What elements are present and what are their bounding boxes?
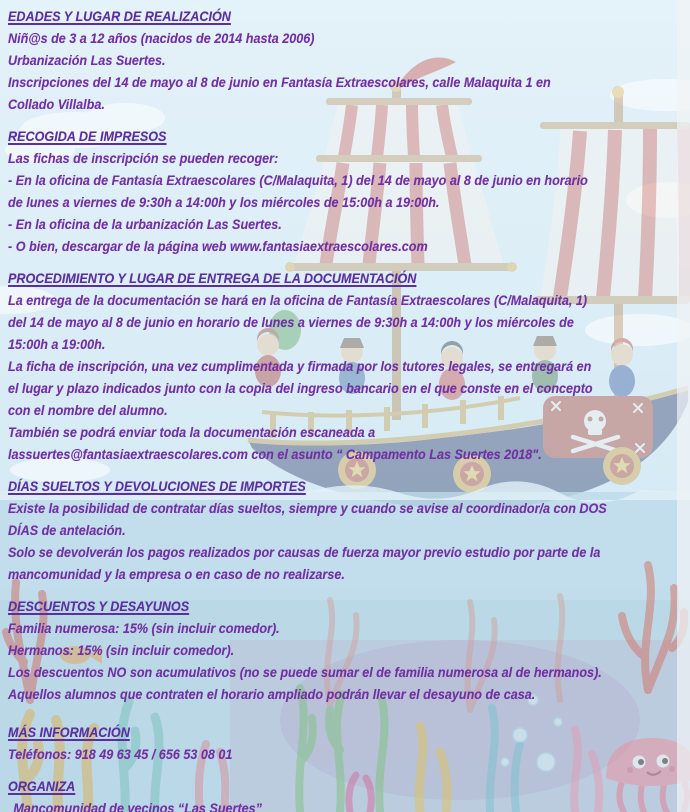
section-edades xyxy=(8,5,690,115)
section-heading-procedimiento: PROCEDIMIENTO Y LUGAR DE ENTREGA DE LA DOCUMENTACIÓN xyxy=(8,270,417,286)
section-heading-organiza: ORGANIZA xyxy=(8,778,76,794)
phone-numbers: Teléfonos: 918 49 63 45 / 656 53 08 01 xyxy=(8,746,233,762)
text-line: - En la oficina de la urbanización Las Suertes. xyxy=(8,216,282,232)
text-line: 15:00h a 19:00h. xyxy=(8,336,106,352)
text-line: el lugar y plazo indicados junto con la copia del ingreso bancario en el que conste en el concepto xyxy=(8,380,593,396)
section-heading-mas-informacion: MÁS INFORMACIÓN xyxy=(8,724,130,740)
text-line: DÍAS de antelación. xyxy=(8,522,126,538)
text-line: La entrega de la documentación se hará en la oficina de Fantasía Extraescolares (C/Malaquita, 1) xyxy=(8,292,588,308)
organizer-name: Mancomunidad de vecinos “Las Suertes” xyxy=(13,800,262,812)
section-heading-recogida: RECOGIDA DE IMPRESOS xyxy=(8,128,167,144)
section-mas-informacion xyxy=(8,721,690,765)
text-line: Solo se devolverán los pagos realizados por causas de fuerza mayor previo estudio por parte de la xyxy=(8,544,601,560)
text-line: lassuertes@fantasiaextraescolares.com con el asunto “ Campamento Las Suertes 2018". xyxy=(8,446,542,462)
text-line: Urbanización Las Suertes. xyxy=(8,52,166,68)
section-heading-descuentos: DESCUENTOS Y DESAYUNOS xyxy=(8,598,190,614)
section-heading-edades: EDADES Y LUGAR DE REALIZACIÓN xyxy=(8,8,231,24)
text-line: Las fichas de inscripción se pueden recoger: xyxy=(8,150,279,166)
text-line: con el nombre del alumno. xyxy=(8,402,168,418)
text-line: La ficha de inscripción, una vez cumplimentada y firmada por los tutores legales, se entregará en xyxy=(8,358,592,374)
text-line: Los descuentos NO son acumulativos (no se puede sumar el de familia numerosa al de hermanos). xyxy=(8,664,602,680)
text-line: También se podrá enviar toda la documentación escaneada a xyxy=(8,424,376,440)
text-line: Niñ@s de 3 a 12 años (nacidos de 2014 hasta 2006) xyxy=(8,30,315,46)
text-line: Collado Villalba. xyxy=(8,96,105,112)
section-dias-sueltos xyxy=(8,475,690,585)
section-heading-dias-sueltos: DÍAS SUELTOS Y DEVOLUCIONES DE IMPORTES xyxy=(8,478,306,494)
section-descuentos xyxy=(8,595,690,705)
text-line: del 14 de mayo al 8 de junio en horario de lunes a viernes de 9:30h a 14:00h y los miércoles de xyxy=(8,314,574,330)
section-procedimiento xyxy=(8,267,690,465)
text-line: mancomunidad y la empresa o en caso de no realizarse. xyxy=(8,566,345,582)
text-line: - En la oficina de Fantasía Extraescolares (C/Malaquita, 1) del 14 de mayo al 8 de junio en horario xyxy=(8,172,588,188)
text-line: Hermanos: 15% (sin incluir comedor). xyxy=(8,642,235,658)
text-line: Aquellos alumnos que contraten el horario ampliado podrán llevar el desayuno de casa. xyxy=(8,686,536,702)
text-line: de lunes a viernes de 9:30h a 14:00h y los miércoles de 15:00h a 19:00h. xyxy=(8,194,440,210)
section-organiza xyxy=(8,775,690,812)
section-recogida xyxy=(8,125,690,257)
text-line: - O bien, descargar de la página web www.fantasiaextraescolares.com xyxy=(8,238,428,254)
text-line: Familia numerosa: 15% (sin incluir comedor). xyxy=(8,620,280,636)
text-line: Inscripciones del 14 de mayo al 8 de junio en Fantasía Extraescolares, calle Malaquita 1 en xyxy=(8,74,551,90)
text-line: Existe la posibilidad de contratar días sueltos, siempre y cuando se avise al coordinador/a con DOS xyxy=(8,500,607,516)
